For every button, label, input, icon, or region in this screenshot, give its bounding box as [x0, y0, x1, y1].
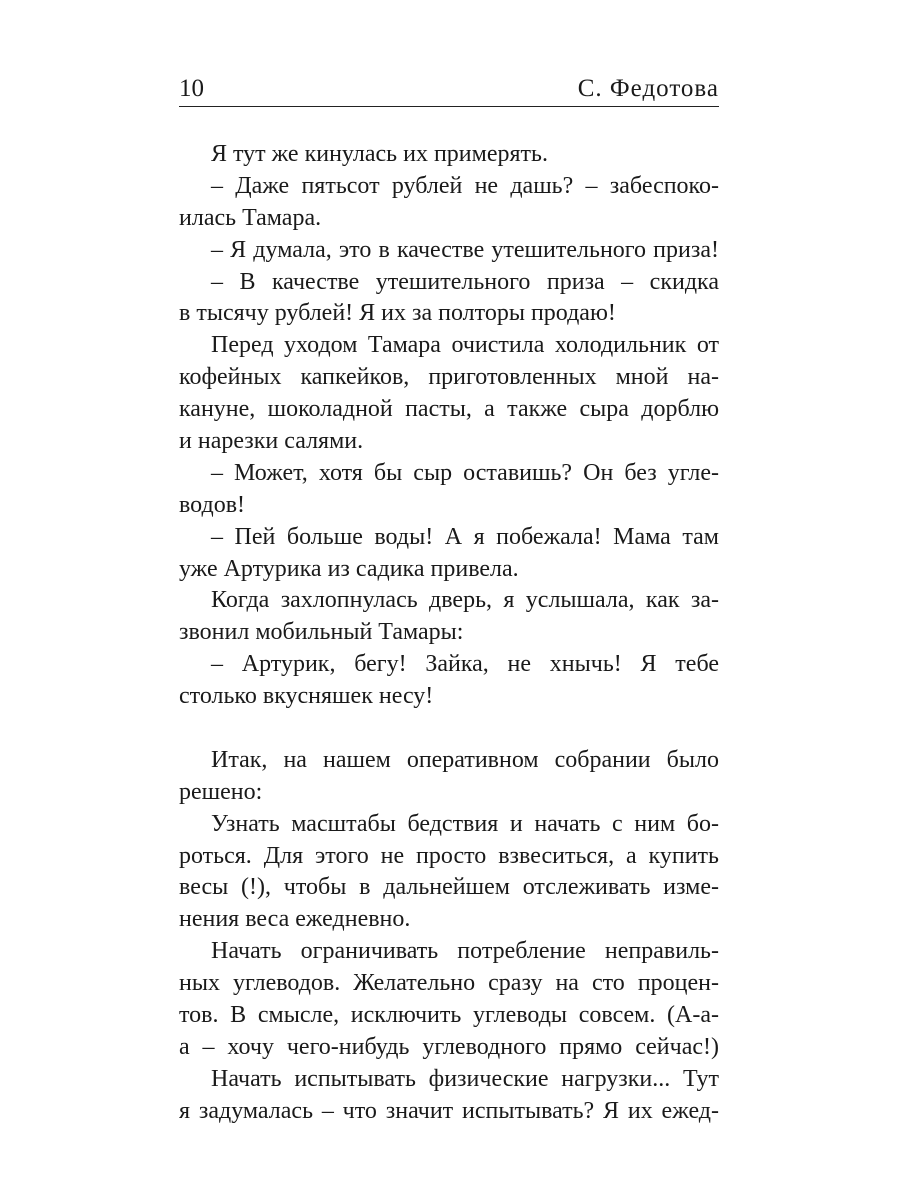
text-line: роться. Для этого не просто взвеситься, а купить	[179, 842, 719, 869]
text-line: – В качестве утешительного приза – скидка	[211, 268, 719, 295]
text-line: кофейных капкейков, приготовленных мной на-	[179, 364, 719, 391]
text-line: весы (!), чтобы в дальнейшем отслеживать изме-	[179, 874, 719, 901]
text-line: звонил мобильный Тамары:	[179, 619, 464, 646]
text-line: кануне, шоколадной пасты, а также сыра дорблю	[179, 396, 719, 423]
text-line: Когда захлопнулась дверь, я услышала, как за-	[211, 587, 719, 614]
text-line: столько вкусняшек несу!	[179, 683, 434, 710]
text-line: Я тут же кинулась их примерять.	[211, 141, 548, 167]
text-line: – Пей больше воды! А я побежала! Мама там	[211, 523, 719, 550]
text-line: – Артурик, бегу! Зайка, не хнычь! Я тебе	[211, 651, 719, 678]
text-line: и нарезки салями.	[179, 428, 364, 455]
text-line: Перед уходом Тамара очистила холодильник от	[211, 332, 719, 359]
author-name: С. Федотова	[577, 75, 719, 102]
text-line: решено:	[179, 778, 263, 805]
text-line: – Даже пятьсот рублей не дашь? – забеспоко-	[211, 172, 719, 199]
text-line: Начать испытывать физические нагрузки... Тут	[211, 1065, 719, 1092]
text-line: Узнать масштабы бедствия и начать с ним бо-	[211, 810, 719, 837]
text-line: тов. В смысле, исключить углеводы совсем. (А-а-	[179, 1002, 719, 1029]
text-line: Итак, на нашем оперативном собрании было	[211, 746, 719, 773]
text-line: – Может, хотя бы сыр оставишь? Он без угле-	[211, 459, 719, 486]
text-line: Начать ограничивать потребление неправиль-	[211, 938, 719, 965]
running-header	[179, 72, 719, 107]
text-line: ных углеводов. Желательно сразу на сто процен-	[179, 970, 719, 997]
blank-line	[179, 713, 719, 745]
text-line: уже Артурика из садика привела.	[179, 555, 519, 582]
text-line: в тысячу рублей! Я их за полторы продаю!	[179, 300, 616, 327]
text-line: я задумалась – что значит испытывать? Я их ежед-	[179, 1097, 719, 1124]
text-line: нения веса ежедневно.	[179, 906, 411, 933]
text-line: водов!	[179, 491, 246, 518]
body-text	[179, 139, 719, 1128]
page-number: 10	[179, 75, 204, 102]
text-line: илась Тамара.	[179, 204, 322, 231]
text-line: – Я думала, это в качестве утешительного приза!	[211, 236, 719, 263]
text-line: а – хочу чего-нибудь углеводного прямо сейчас!)	[179, 1033, 719, 1060]
